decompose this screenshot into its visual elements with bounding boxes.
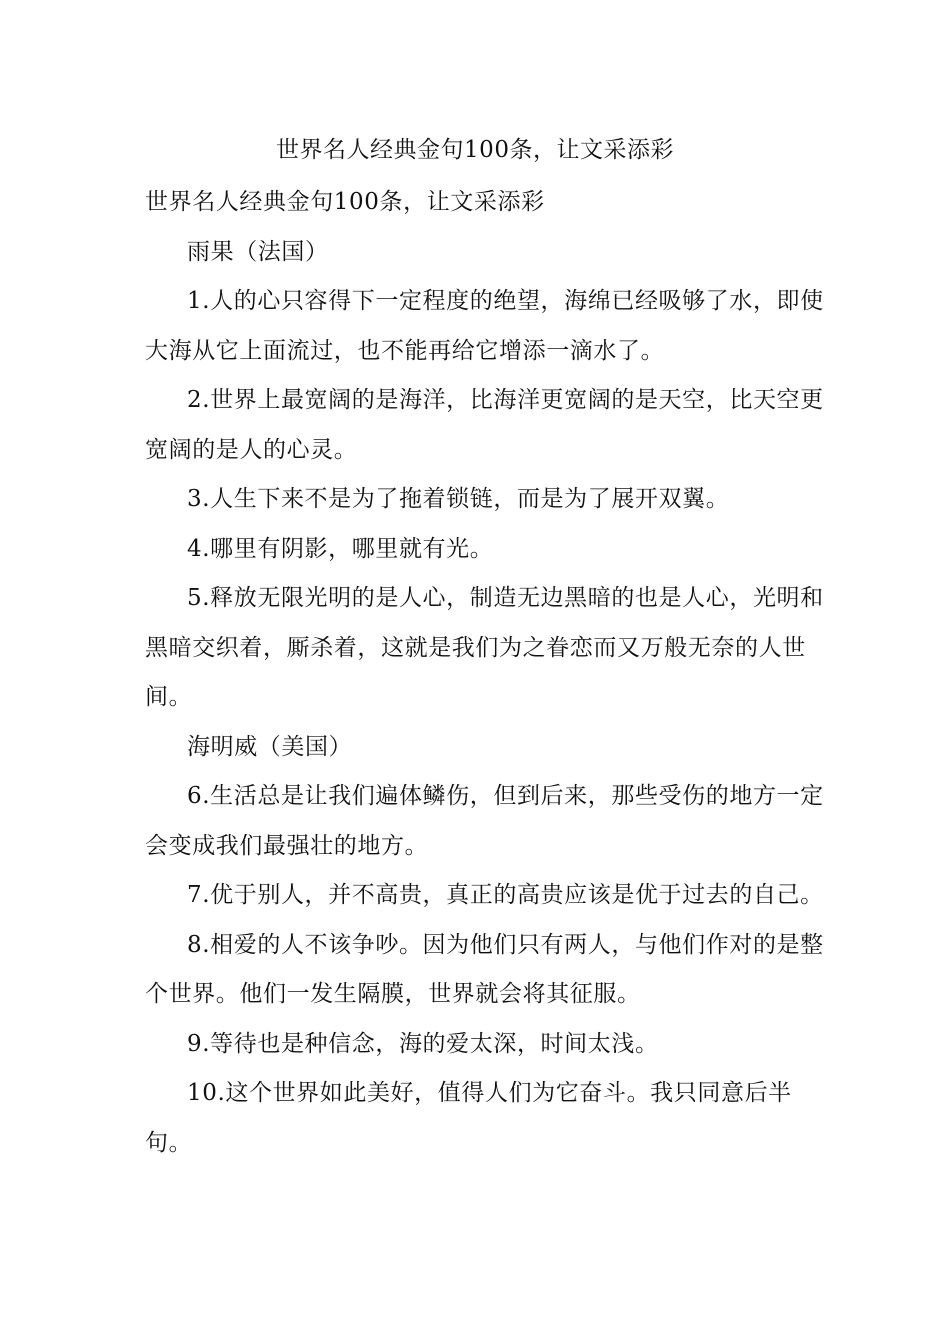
subtitle-line: 世界名人经典金句100条，让文采添彩 [145,189,545,215]
quote-paragraph-5: 5.释放无限光明的是人心，制造无边黑暗的也是人心，光明和黑暗交织着，厮杀着，这就是我们为之眷恋而又万般无奈的人世间。 [145,585,824,710]
quote-paragraph-2: 2.世界上最宽阔的是海洋，比海洋更宽阔的是天空，比天空更宽阔的是人的心灵。 [145,387,824,463]
quote-paragraph-10: 10.这个世界如此美好，值得人们为它奋斗。我只同意后半句。 [145,1080,792,1156]
quote-paragraph-3: 3.人生下来不是为了拖着锁链，而是为了展开双翼。 [187,486,730,512]
document-body [145,178,825,1168]
author-heading-hugo: 雨果（法国） [187,238,329,265]
quote-paragraph-6: 6.生活总是让我们遍体鳞伤，但到后来，那些受伤的地方一定会变成我们最强壮的地方。 [145,783,824,859]
document-title: 世界名人经典金句100条，让文采添彩 [276,137,674,163]
quote-paragraph-4: 4.哪里有阴影，哪里就有光。 [187,535,494,562]
quote-paragraph-7: 7.优于别人，并不高贵，真正的高贵应该是优于过去的自己。 [187,882,824,908]
quote-paragraph-8: 8.相爱的人不该争吵。因为他们只有两人，与他们作对的是整个世界。他们一发生隔膜，世界就会将其征服。 [145,931,824,1007]
quote-paragraph-9: 9.等待也是种信念，海的爱太深，时间太浅。 [187,1030,659,1057]
author-heading-hemingway: 海明威（美国） [187,733,353,760]
quote-paragraph-1: 1.人的心只容得下一定程度的绝望，海绵已经吸够了水，即使大海从它上面流过，也不能再给它增添一滴水了。 [145,288,824,364]
